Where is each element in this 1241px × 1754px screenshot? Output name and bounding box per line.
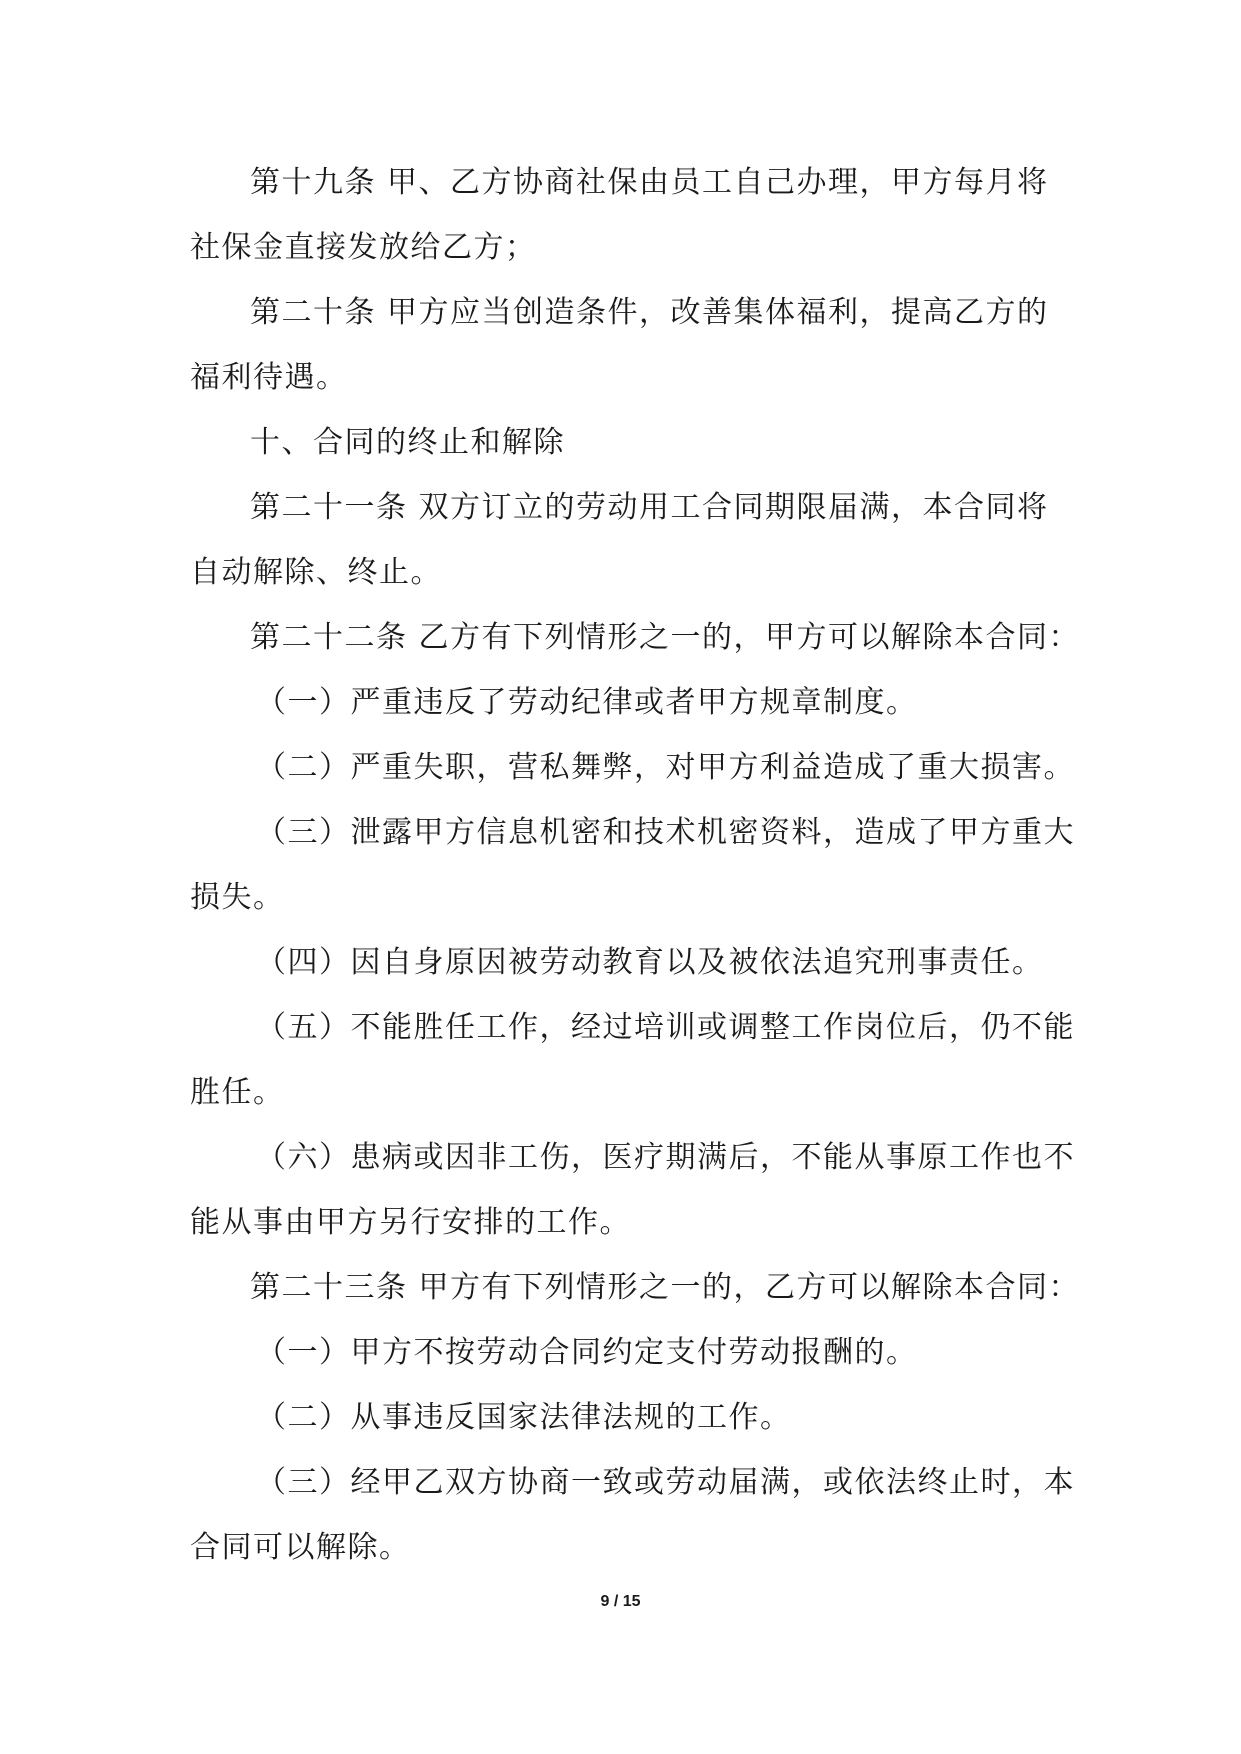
article-21-line-1: 第二十一条 双方订立的劳动用工合同期限届满，本合同将 bbox=[250, 490, 1049, 525]
article-23-item-3-line-2: 合同可以解除。 bbox=[190, 1530, 411, 1565]
document-body bbox=[190, 150, 1081, 1580]
article-22-item-3-line-1: （三）泄露甲方信息机密和技术机密资料，造成了甲方重大 bbox=[256, 815, 1075, 850]
article-21-line-2: 自动解除、终止。 bbox=[190, 555, 442, 590]
article-22-item-6-line-1: （六）患病或因非工伤，医疗期满后，不能从事原工作也不 bbox=[256, 1140, 1075, 1175]
article-23-item-3-line-1: （三）经甲乙双方协商一致或劳动届满，或依法终止时，本 bbox=[256, 1465, 1075, 1500]
article-22-intro: 第二十二条 乙方有下列情形之一的，甲方可以解除本合同： bbox=[250, 620, 1081, 655]
page-number: 9 / 15 bbox=[600, 1593, 641, 1610]
article-22-item-4: （四）因自身原因被劳动教育以及被依法追究刑事责任。 bbox=[256, 945, 1044, 980]
section-heading-termination: 十、合同的终止和解除 bbox=[250, 425, 565, 460]
article-23-item-2: （二）从事违反国家法律法规的工作。 bbox=[256, 1400, 792, 1435]
article-22-item-1: （一）严重违反了劳动纪律或者甲方规章制度。 bbox=[256, 685, 918, 720]
article-22-item-5-line-1: （五）不能胜任工作，经过培训或调整工作岗位后，仍不能 bbox=[256, 1010, 1075, 1045]
article-23-item-1: （一）甲方不按劳动合同约定支付劳动报酬的。 bbox=[256, 1335, 918, 1370]
article-22-item-5-line-2: 胜任。 bbox=[190, 1075, 285, 1110]
article-22-item-6-line-2: 能从事由甲方另行安排的工作。 bbox=[190, 1205, 631, 1240]
article-23-intro: 第二十三条 甲方有下列情形之一的，乙方可以解除本合同： bbox=[250, 1270, 1081, 1305]
article-19-line-1: 第十九条 甲、乙方协商社保由员工自己办理，甲方每月将 bbox=[250, 165, 1049, 200]
article-22-item-3-line-2: 损失。 bbox=[190, 880, 285, 915]
article-20-line-2: 福利待遇。 bbox=[190, 360, 348, 395]
article-19-line-2: 社保金直接发放给乙方； bbox=[190, 230, 537, 265]
article-20-line-1: 第二十条 甲方应当创造条件，改善集体福利，提高乙方的 bbox=[250, 295, 1049, 330]
article-22-item-2: （二）严重失职，营私舞弊，对甲方利益造成了重大损害。 bbox=[256, 750, 1075, 785]
